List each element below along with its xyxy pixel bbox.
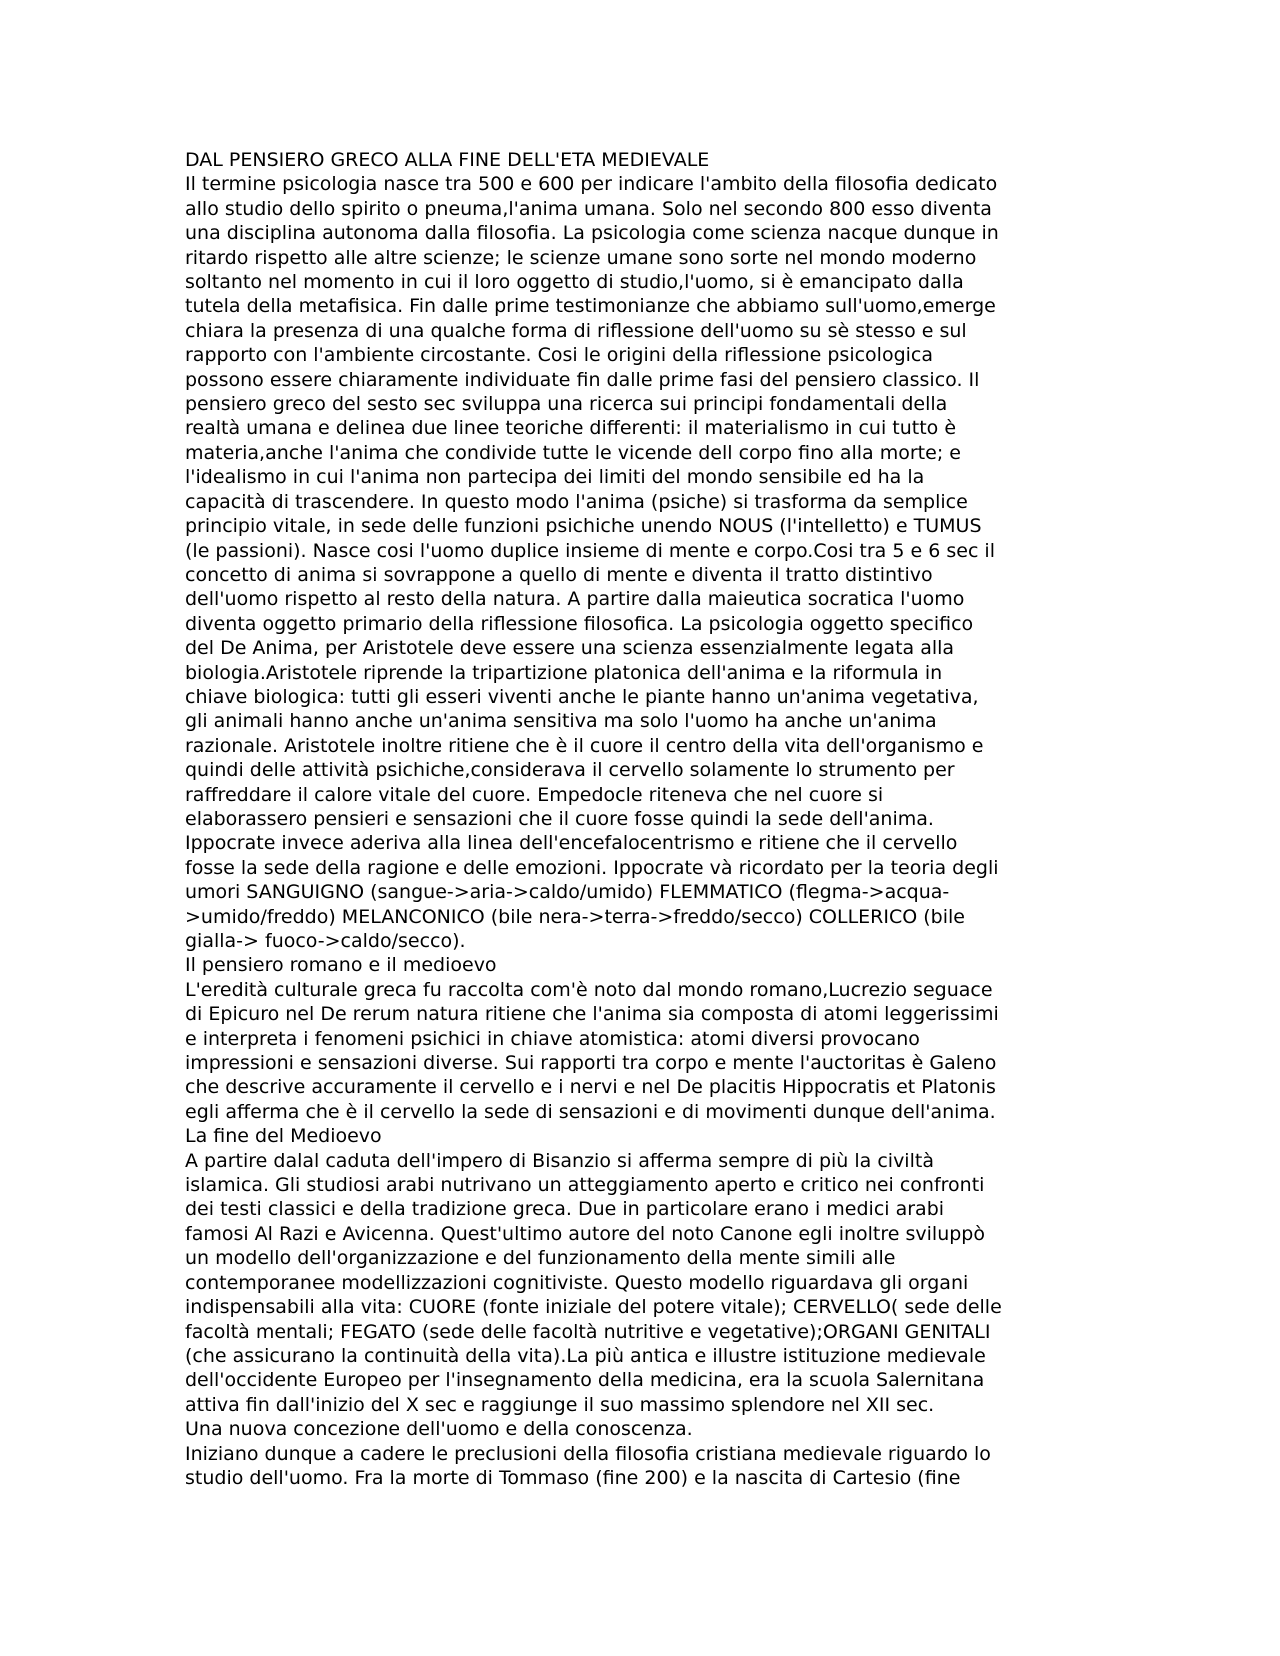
text-line: un modello dell'organizzazione e del funzionamento della mente simili alle: [185, 1247, 896, 1270]
text-line: dell'uomo rispetto al resto della natura. A partire dalla maieutica socratica l'uomo: [185, 588, 965, 611]
text-line: ritardo rispetto alle altre scienze; le scienze umane sono sorte nel mondo moderno: [185, 246, 977, 269]
text-line: Il pensiero romano e il medioevo: [185, 954, 497, 977]
text-line: Il termine psicologia nasce tra 500 e 600 per indicare l'ambito della filosofia dedicato: [185, 173, 998, 196]
document-body: [185, 148, 1095, 1490]
text-line: >umido/freddo) MELANCONICO (bile nera->terra->freddo/secco) COLLERICO (bile: [185, 905, 965, 928]
text-line: materia,anche l'anima che condivide tutte le vicende dell corpo fino alla morte; e: [185, 441, 961, 464]
text-line: contemporanee modellizzazioni cognitiviste. Questo modello riguardava gli organi: [185, 1271, 969, 1294]
text-line: attiva fin dall'inizio del X sec e raggiunge il suo massimo splendore nel XII sec.: [185, 1393, 935, 1416]
text-line: La fine del Medioevo: [185, 1125, 382, 1148]
text-line: studio dell'uomo. Fra la morte di Tommaso (fine 200) e la nascita di Cartesio (fine: [185, 1466, 961, 1489]
text-line: e interpreta i fenomeni psichici in chiave atomistica: atomi diversi provocano: [185, 1027, 920, 1050]
text-line: una disciplina autonoma dalla filosofia. La psicologia come scienza nacque dunque in: [185, 222, 999, 245]
text-line: islamica. Gli studiosi arabi nutrivano un atteggiamento aperto e critico nei confronti: [185, 1174, 985, 1197]
text-line: biologia.Aristotele riprende la tripartizione platonica dell'anima e la riformula in: [185, 661, 943, 684]
text-line: di Epicuro nel De rerum natura ritiene che l'anima sia composta di atomi leggerissimi: [185, 1003, 999, 1026]
text-line: l'idealismo in cui l'anima non partecipa dei limiti del mondo sensibile ed ha la: [185, 466, 925, 489]
text-line: elaborassero pensieri e sensazioni che il cuore fosse quindi la sede dell'anima.: [185, 807, 934, 830]
text-line: A partire dalal caduta dell'impero di Bisanzio si afferma sempre di più la civiltà: [185, 1149, 934, 1172]
text-line: indispensabili alla vita: CUORE (fonte iniziale del potere vitale); CERVELLO( sede delle: [185, 1296, 1002, 1319]
text-line: (che assicurano la continuità della vita).La più antica e illustre istituzione medievale: [185, 1344, 986, 1367]
text-line: chiave biologica: tutti gli esseri viventi anche le piante hanno un'anima vegetativa,: [185, 685, 979, 708]
text-line: Iniziano dunque a cadere le preclusioni della filosofia cristiana medievale riguardo lo: [185, 1442, 991, 1465]
text-line: diventa oggetto primario della riflessione filosofica. La psicologia oggetto specifico: [185, 612, 974, 635]
text-line: Ippocrate invece aderiva alla linea dell'encefalocentrismo e ritiene che il cervello: [185, 832, 958, 855]
text-line: concetto di anima si sovrappone a quello di mente e diventa il tratto distintivo: [185, 563, 933, 586]
text-line: pensiero greco del sesto sec sviluppa una ricerca sui principi fondamentali della: [185, 393, 948, 416]
text-line: tutela della metafisica. Fin dalle prime testimonianze che abbiamo sull'uomo,emerge: [185, 295, 996, 318]
text-line: DAL PENSIERO GRECO ALLA FINE DELL'ETA MEDIEVALE: [185, 149, 710, 171]
text-line: Una nuova concezione dell'uomo e della conoscenza.: [185, 1418, 693, 1441]
text-line: quindi delle attività psichiche,considerava il cervello solamente lo strumento per: [185, 759, 955, 782]
text-line: principio vitale, in sede delle funzioni psichiche unendo NOUS (l'intelletto) e TUMUS: [185, 515, 982, 538]
text-line: facoltà mentali; FEGATO (sede delle facoltà nutritive e vegetative);ORGANI GENITALI: [185, 1320, 991, 1343]
text-line: dell'occidente Europeo per l'insegnamento della medicina, era la scuola Salernitana: [185, 1369, 985, 1392]
text-line: realtà umana e delinea due linee teoriche differenti: il materialismo in cui tutto è: [185, 417, 957, 440]
text-line: capacità di trascendere. In questo modo l'anima (psiche) si trasforma da semplice: [185, 490, 968, 513]
text-line: famosi Al Razi e Avicenna. Quest'ultimo autore del noto Canone egli inoltre sviluppò: [185, 1222, 985, 1245]
text-line: che descrive accuramente il cervello e i nervi e nel De placitis Hippocratis et Platonis: [185, 1076, 996, 1099]
text-line: soltanto nel momento in cui il loro oggetto di studio,l'uomo, si è emancipato dalla: [185, 271, 964, 294]
text-line: chiara la presenza di una qualche forma di riflessione dell'uomo su sè stesso e sul: [185, 319, 967, 342]
text-line: del De Anima, per Aristotele deve essere una scienza essenzialmente legata alla: [185, 637, 955, 660]
text-line: gli animali hanno anche un'anima sensitiva ma solo l'uomo ha anche un'anima: [185, 710, 937, 733]
text-line: rapporto con l'ambiente circostante. Cosi le origini della riflessione psicologica: [185, 344, 934, 367]
text-line: egli afferma che è il cervello la sede di sensazioni e di movimenti dunque dell'anima.: [185, 1100, 996, 1123]
text-line: impressioni e sensazioni diverse. Sui rapporti tra corpo e mente l'auctoritas è Galeno: [185, 1052, 997, 1075]
text-line: raffreddare il calore vitale del cuore. Empedocle riteneva che nel cuore si: [185, 783, 884, 806]
text-line: dei testi classici e della tradizione greca. Due in particolare erano i medici arabi: [185, 1198, 945, 1221]
text-line: possono essere chiaramente individuate fin dalle prime fasi del pensiero classico. Il: [185, 368, 980, 391]
text-line: allo studio dello spirito o pneuma,l'anima umana. Solo nel secondo 800 esso diventa: [185, 197, 992, 220]
text-line: (le passioni). Nasce cosi l'uomo duplice insieme di mente e corpo.Cosi tra 5 e 6 sec il: [185, 539, 995, 562]
text-line: L'eredità culturale greca fu raccolta com'è noto dal mondo romano,Lucrezio seguace: [185, 978, 993, 1001]
text-line: fosse la sede della ragione e delle emozioni. Ippocrate và ricordato per la teoria degli: [185, 856, 999, 879]
text-line: razionale. Aristotele inoltre ritiene che è il cuore il centro della vita dell'organismo e: [185, 734, 984, 757]
text-line: umori SANGUIGNO (sangue->aria->caldo/umido) FLEMMATICO (flegma->acqua-: [185, 881, 950, 904]
text-line: gialla-> fuoco->caldo/secco).: [185, 930, 466, 952]
